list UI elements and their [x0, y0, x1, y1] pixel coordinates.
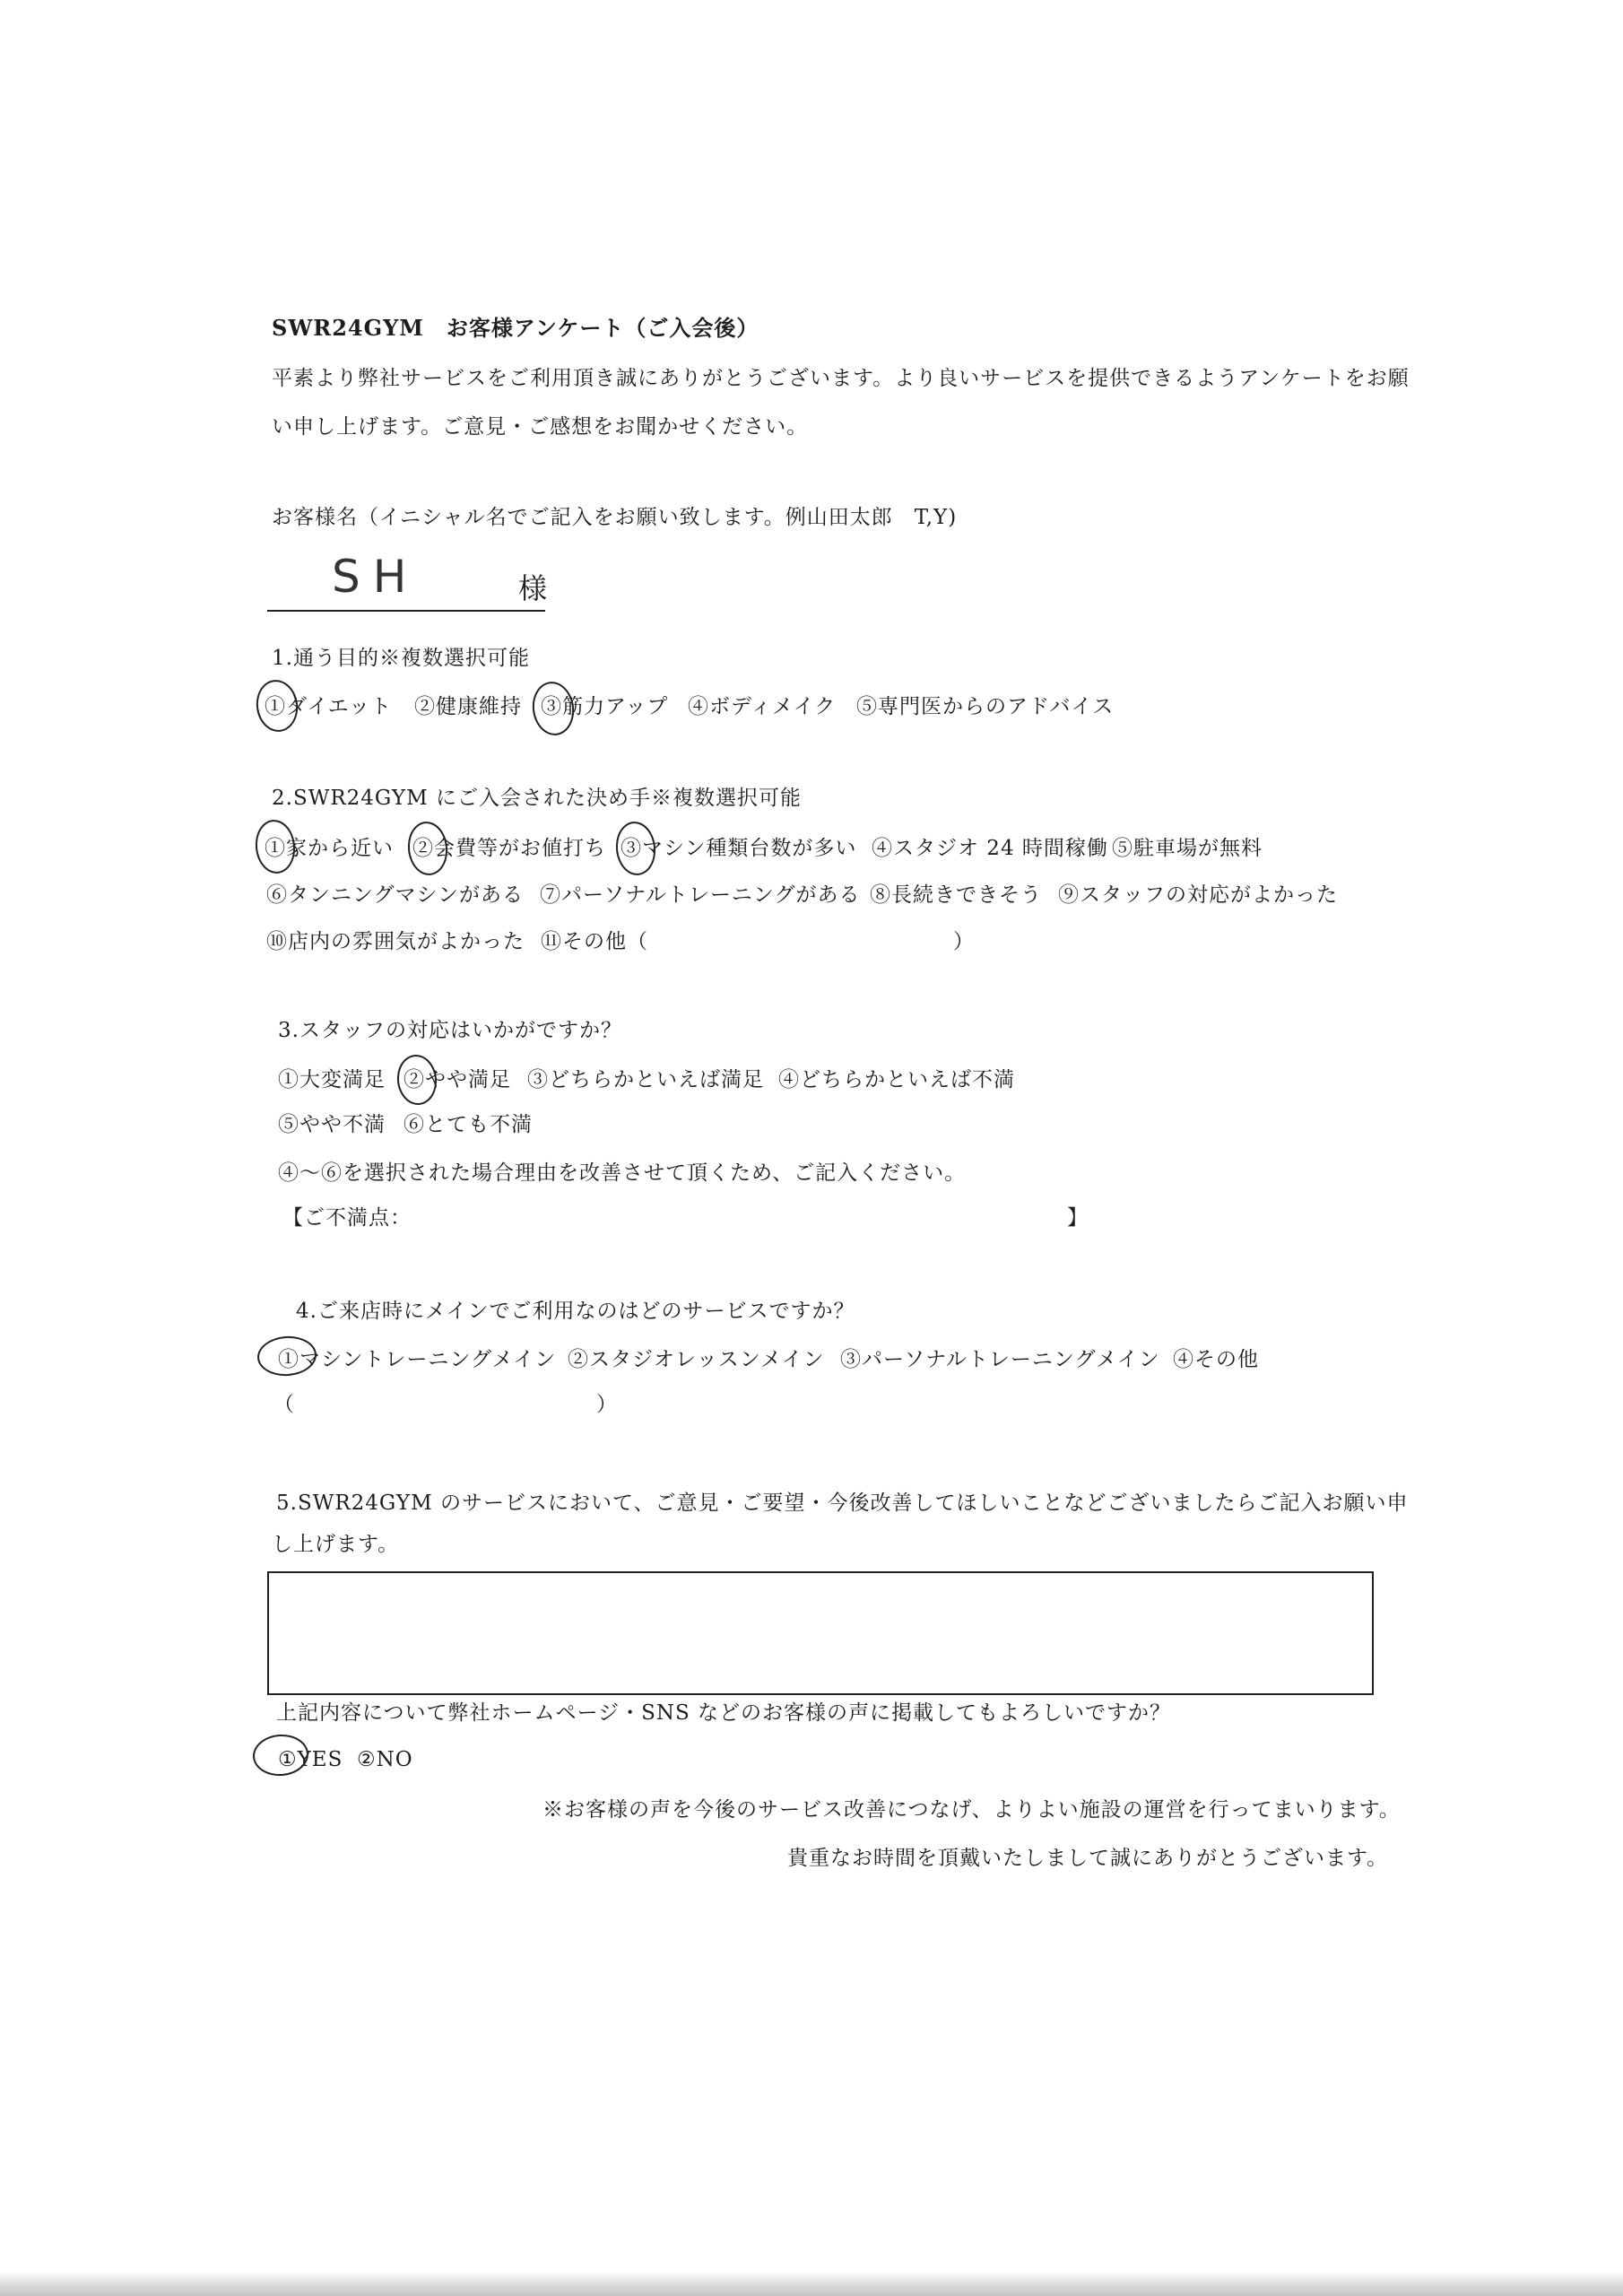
q3-complaint-label: 【ご不満点： [282, 1206, 412, 1230]
q5-publish-no: ②NO [357, 1748, 413, 1771]
q4-option-1: ①マシントレーニングメイン [278, 1348, 557, 1371]
q2-option-5: ⑤駐車場が無料 [1112, 837, 1263, 860]
q2-option-6: ⑥タンニングマシンがある [266, 883, 524, 907]
q4-option-3: ③パーソナルトレーニングメイン [840, 1348, 1160, 1371]
q3-reason-note: ④〜⑥を選択された場合理由を改善させて頂くため、ご記入ください。 [278, 1161, 967, 1185]
footer-note-1: ※お客様の声を今後のサービス改善につなげ、よりよい施設の運営を行ってまいります。 [542, 1798, 1401, 1822]
customer-initials-handwritten: SH [332, 551, 420, 603]
q2-option-3-circle-mark [613, 820, 658, 877]
q2-option-2: ②会費等がお値打ち [412, 837, 606, 860]
q1-option-4: ④ボディメイク [688, 695, 837, 718]
q2-option-10: ⑩店内の雰囲気がよかった [266, 930, 525, 953]
q3-option-2-circle-mark [395, 1053, 439, 1107]
scan-page-edge [0, 2271, 1623, 2296]
q3-option-6: ⑥とても不満 [404, 1113, 533, 1136]
q2-option-2-circle-mark [405, 820, 450, 877]
q2-option-11: ⑪その他（ [541, 930, 648, 953]
q5-question-line-1: 5.SWR24GYM のサービスにおいて、ご意見・ご要望・今後改善してほしいことなどございましたらご記入お願い申 [276, 1492, 1409, 1515]
intro-line-2: い申し上げます。ご意見・ご感想をお聞かせください。 [272, 415, 809, 439]
q5-question-line-2: し上げます。 [272, 1533, 400, 1556]
q2-option-1-circle-mark [253, 818, 298, 875]
q3-option-2: ②やや満足 [404, 1068, 511, 1091]
q1-question: 1.通う目的※複数選択可能 [272, 647, 530, 670]
q3-question: 3.スタッフの対応はいかがですか？ [278, 1019, 622, 1042]
q5-publish-yes: ①YES [278, 1748, 343, 1771]
q2-other-close-paren: ） [953, 930, 975, 953]
q4-option-4: ④その他 [1173, 1348, 1259, 1371]
q4-option-2: ②スタジオレッスンメイン [568, 1348, 825, 1371]
q1-option-1: ①ダイエット [265, 695, 393, 718]
q5-publish-question: 上記内容について弊社ホームページ・SNS などのお客様の声に掲載してもよろしいですか？ [276, 1701, 1172, 1725]
name-underline [267, 610, 545, 612]
survey-title: SWR24GYM お客様アンケート（ご入会後） [272, 315, 759, 341]
q2-option-7: ⑦パーソナルトレーニングがある [540, 883, 861, 907]
q4-other-close-paren: ） [596, 1393, 618, 1416]
q1-option-3: ③筋力アップ [541, 695, 669, 718]
q3-option-3: ③どちらかといえば満足 [527, 1068, 764, 1091]
q1-option-3-circle-mark [529, 679, 577, 738]
q1-option-1-circle-mark [253, 677, 301, 735]
q1-option-5: ⑤専門医からのアドバイス [856, 695, 1115, 718]
q2-question: 2.SWR24GYM にご入会された決め手※複数選択可能 [272, 787, 802, 810]
q4-question: 4.ご来店時にメインでご利用なのはどのサービスですか？ [296, 1300, 855, 1323]
q2-option-1: ①家から近い [265, 837, 394, 860]
q4-other-open-paren: （ [273, 1393, 295, 1416]
q2-option-4: ④スタジオ 24 時間稼働 [872, 837, 1108, 860]
q2-option-3: ③マシン種類台数が多い [621, 837, 857, 860]
q3-option-4: ④どちらかといえば不満 [778, 1068, 1015, 1091]
q3-option-1: ①大変満足 [278, 1068, 386, 1091]
q2-option-9: ⑨スタッフの対応がよかった [1058, 883, 1338, 907]
customer-name-label: お客様名（イニシャル名でご記入をお願い致します。例山田太郎 T,Y) [272, 506, 958, 529]
q5-comment-box[interactable] [267, 1571, 1374, 1695]
q3-option-5: ⑤やや不満 [278, 1113, 386, 1136]
intro-line-1: 平素より弊社サービスをご利用頂き誠にありがとうございます。より良いサービスを提供できるようアンケートをお願 [272, 367, 1410, 390]
q1-option-2: ②健康維持 [414, 695, 522, 718]
q3-complaint-close-bracket: 】 [1067, 1206, 1089, 1230]
q2-option-8: ⑧長続きできそう [870, 883, 1042, 907]
footer-note-2: 貴重なお時間を頂戴いたしまして誠にありがとうございます。 [787, 1847, 1389, 1870]
name-honorific: 様 [518, 571, 549, 605]
